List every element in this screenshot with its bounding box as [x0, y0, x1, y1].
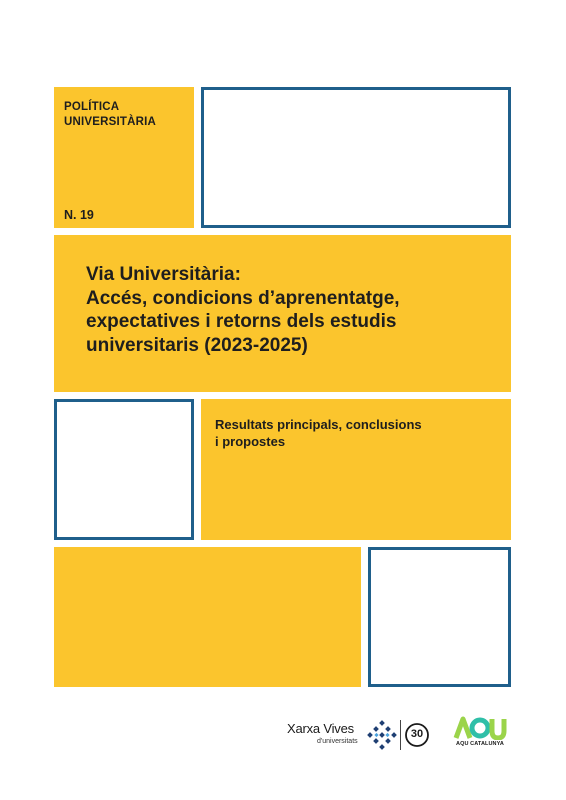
page-title: [86, 263, 506, 357]
aqu-catalunya-name: AQU CATALUNYA: [456, 741, 504, 747]
xarxa-vives-subtitle: d'universitats: [317, 738, 358, 745]
title-line-2: Accés, condicions d’aprenentatge,: [86, 287, 400, 309]
page-subtitle: [215, 416, 495, 450]
xarxa-vives-logo: [287, 718, 432, 752]
logo-divider: [400, 720, 401, 750]
aqu-catalunya-logo: [452, 716, 508, 752]
bottom-block: [54, 547, 361, 687]
decorative-frame-bottom-right: [368, 547, 511, 687]
title-line-3: expectatives i retorns dels estudis: [86, 311, 397, 332]
series-label-line1: POLÍTICA: [64, 101, 120, 113]
decorative-frame-middle-left: [54, 399, 194, 540]
series-label-line2: UNIVERSITÀRIA: [64, 116, 157, 128]
xarxa-vives-mark-icon: [367, 720, 397, 750]
subtitle-line-2: i propostes: [215, 434, 286, 449]
issue-number: N. 19: [64, 208, 94, 222]
decorative-frame-top-right: [201, 87, 511, 228]
series-label: [64, 100, 184, 130]
subtitle-line-1: Resultats principals, conclusions: [215, 417, 422, 432]
title-line-1: Via Universitària:: [86, 264, 241, 285]
anniversary-number: 30: [410, 728, 424, 740]
xarxa-vives-name: Xarxa Vives: [287, 721, 354, 736]
aqu-mark-icon: [452, 716, 508, 740]
title-line-4: universitaris (2023-2025): [86, 334, 308, 356]
